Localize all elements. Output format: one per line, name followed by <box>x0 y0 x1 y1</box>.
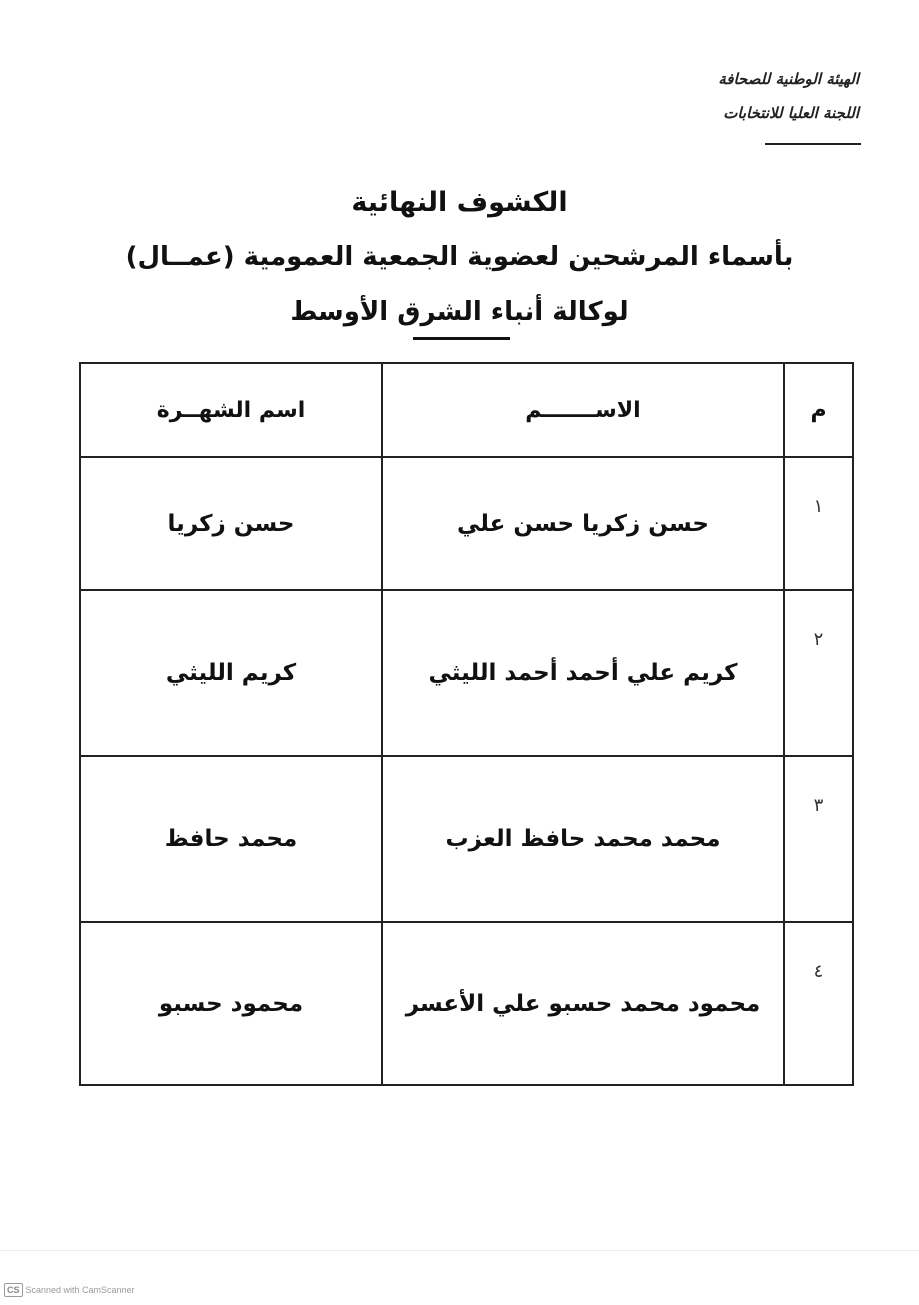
document-title <box>0 175 919 340</box>
candidates-table <box>79 362 854 1086</box>
table-row <box>80 457 853 590</box>
candidate-full-name: حسن زكريا حسن علي <box>382 457 784 590</box>
row-number: ٤ <box>784 922 853 1085</box>
candidate-known-as: حسن زكريا <box>80 457 382 590</box>
header-number: م <box>784 363 853 457</box>
table-row <box>80 590 853 756</box>
candidate-known-as: محمود حسبو <box>80 922 382 1085</box>
scan-edge-line <box>0 1250 919 1251</box>
watermark-text: Scanned with CamScanner <box>25 1285 135 1295</box>
candidate-full-name: محمود محمد حسبو علي الأعسر <box>382 922 784 1085</box>
camscanner-logo-icon: CS <box>4 1283 23 1297</box>
table-row <box>80 922 853 1085</box>
table-header-row <box>80 363 853 457</box>
candidate-full-name: محمد محمد حافظ العزب <box>382 756 784 922</box>
title-line-final-lists: الكشوف النهائية <box>351 187 568 218</box>
organization-header <box>699 62 859 130</box>
organization-name: الهيئة الوطنية للصحافة <box>718 70 859 88</box>
row-number: ٣ <box>784 756 853 922</box>
title-underline <box>413 337 510 340</box>
row-number: ٢ <box>784 590 853 756</box>
candidate-known-as: كريم الليثي <box>80 590 382 756</box>
header-underline <box>765 143 861 145</box>
header-known-as: اسم الشهــرة <box>80 363 382 457</box>
row-number: ١ <box>784 457 853 590</box>
committee-name: اللجنة العليا للانتخابات <box>723 104 859 122</box>
candidate-known-as: محمد حافظ <box>80 756 382 922</box>
title-line-candidates: بأسماء المرشحين لعضوية الجمعية العمومية (عمــال) <box>125 242 794 272</box>
candidate-full-name: كريم علي أحمد أحمد الليثي <box>382 590 784 756</box>
header-name: الاســـــــم <box>382 363 784 457</box>
table-row <box>80 756 853 922</box>
title-line-agency: لوكالة أنباء الشرق الأوسط <box>290 297 629 327</box>
scanner-watermark <box>4 1283 135 1297</box>
